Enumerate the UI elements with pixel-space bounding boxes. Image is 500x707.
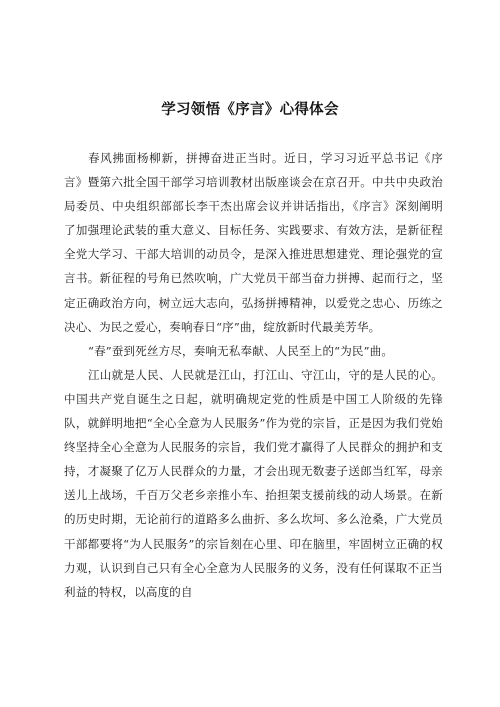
document-body (64, 146, 443, 706)
paragraph-people: 江山就是人民、人民就是江山，打江山、守江山，守的是人民的心。中国共产党自诞生之日起，就明确规定党的性质是中国工人阶级的先锋队，就鲜明地把“全心全意为人民服务”作为党的宗旨，正是因为我们党始终坚持全心全意为人民服务的宗旨，我们党才赢得了人民群众的拥护和支持，才凝聚了亿万人民群众的力量，才会出现无数妻子送郎当红军，母亲送儿上战场，千百万父老乡亲推小车、抬担架支援前线的动人场景。在新的历史时期，无论前行的道路多么曲折、多么坎坷、多么沧桑，广大党员干部都要将“为人民服务”的宗旨刻在心里、印在脑里，牢固树立正确的权力观，认识到自己只有全心全意为人民服务的义务，没有任何谋取不正当利益的特权，以高度的自 (64, 367, 443, 599)
paragraph-section-heading: “春”蚕到死丝方尽，奏响无私奉献、人民至上的“为民”曲。 (88, 343, 394, 358)
document-title: 学习领悟《序言》心得体会 (161, 102, 339, 118)
paragraph-intro: 春风拂面杨柳新，拼搏奋进正当时。近日，学习习近平总书记《序言》暨第六批全国干部学习培训教材出版座谈会在京召开。中共中央政治局委员、中央组织部部长李干杰出席会议并讲话指出，《序言》深刻阐明了加强理论武装的重大意义、目标任务、实践要求、有效方法，是新征程全党大学习、干部大培训的动员令，是深入推进思想建党、理论强党的宣言书。新征程的号角已然吹响，广大党员干部当奋力拼搏、起而行之，坚定正确政治方向，树立远大志向，弘扬拼搏精神，以爱党之忠心、历练之决心、为民之爱心，奏响春日“序”曲，绽放新时代最美芳华。 (64, 151, 443, 334)
